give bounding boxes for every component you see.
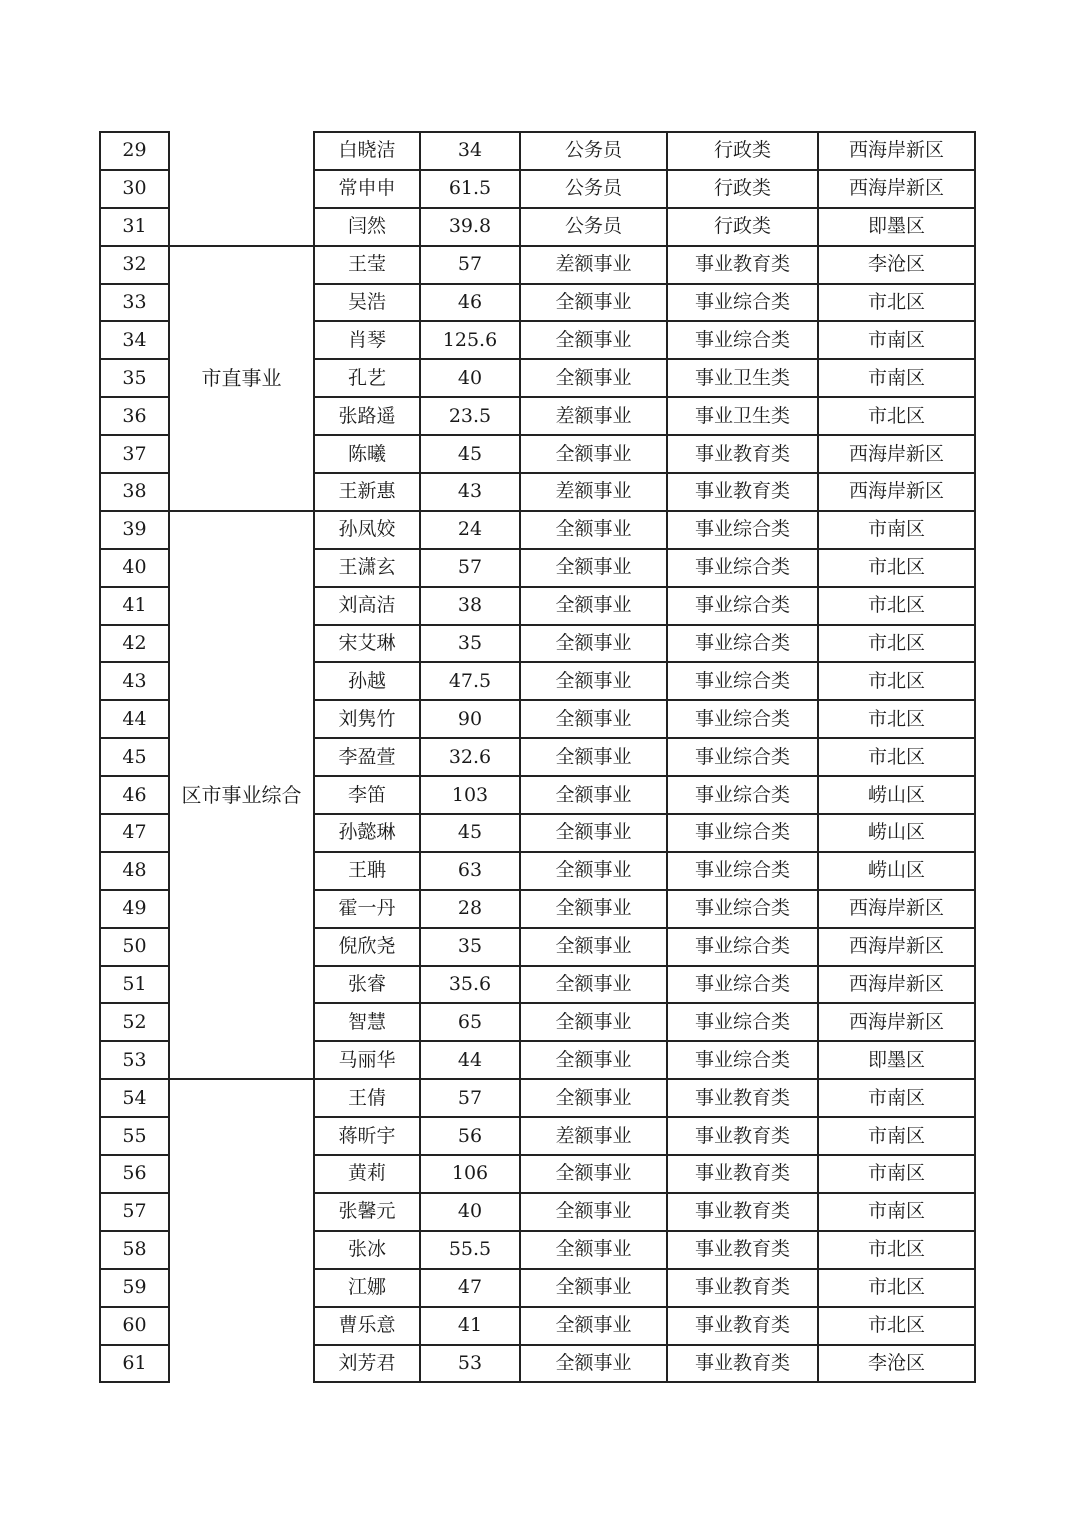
position-type-cell: 全额事业 — [520, 890, 667, 928]
district-cell: 西海岸新区 — [818, 966, 975, 1004]
category-cell: 事业卫生类 — [667, 359, 818, 397]
name-cell: 刘隽竹 — [314, 700, 420, 738]
category-cell: 行政类 — [667, 208, 818, 246]
district-cell: 市北区 — [818, 1307, 975, 1345]
category-cell: 事业综合类 — [667, 890, 818, 928]
score-cell: 41 — [420, 1307, 520, 1345]
table-row — [100, 1079, 975, 1117]
category-cell: 事业综合类 — [667, 852, 818, 890]
district-cell: 市北区 — [818, 1231, 975, 1269]
row-number-cell: 44 — [100, 700, 169, 738]
position-type-cell: 全额事业 — [520, 1155, 667, 1193]
row-number-cell: 51 — [100, 966, 169, 1004]
row-number-cell: 32 — [100, 246, 169, 284]
category-cell: 行政类 — [667, 132, 818, 170]
category-cell: 事业卫生类 — [667, 397, 818, 435]
name-cell: 霍一丹 — [314, 890, 420, 928]
score-cell: 34 — [420, 132, 520, 170]
name-cell: 张睿 — [314, 966, 420, 1004]
position-type-cell: 差额事业 — [520, 1117, 667, 1155]
score-cell: 47 — [420, 1269, 520, 1307]
category-cell: 事业教育类 — [667, 1155, 818, 1193]
score-cell: 38 — [420, 587, 520, 625]
position-type-cell: 全额事业 — [520, 662, 667, 700]
category-cell: 事业综合类 — [667, 284, 818, 322]
category-cell: 事业综合类 — [667, 814, 818, 852]
table-body — [100, 132, 975, 1382]
name-cell: 王潇玄 — [314, 549, 420, 587]
position-type-cell: 差额事业 — [520, 473, 667, 511]
row-number-cell: 31 — [100, 208, 169, 246]
district-cell: 崂山区 — [818, 776, 975, 814]
score-cell: 44 — [420, 1041, 520, 1079]
score-cell: 35 — [420, 625, 520, 663]
name-cell: 陈曦 — [314, 435, 420, 473]
district-cell: 市北区 — [818, 284, 975, 322]
position-type-cell: 全额事业 — [520, 359, 667, 397]
row-number-cell: 34 — [100, 321, 169, 359]
district-cell: 市南区 — [818, 511, 975, 549]
district-cell: 市南区 — [818, 1155, 975, 1193]
position-type-cell: 全额事业 — [520, 284, 667, 322]
score-cell: 45 — [420, 435, 520, 473]
district-cell: 市南区 — [818, 1079, 975, 1117]
score-cell: 46 — [420, 284, 520, 322]
category-cell: 事业教育类 — [667, 1193, 818, 1231]
table-row — [100, 132, 975, 170]
row-number-cell: 40 — [100, 549, 169, 587]
name-cell: 江娜 — [314, 1269, 420, 1307]
group-label-cell: 市直事业 — [169, 246, 314, 511]
district-cell: 西海岸新区 — [818, 890, 975, 928]
score-cell: 106 — [420, 1155, 520, 1193]
row-number-cell: 57 — [100, 1193, 169, 1231]
category-cell: 事业教育类 — [667, 246, 818, 284]
name-cell: 王新惠 — [314, 473, 420, 511]
district-cell: 市北区 — [818, 662, 975, 700]
score-cell: 32.6 — [420, 738, 520, 776]
district-cell: 崂山区 — [818, 852, 975, 890]
position-type-cell: 全额事业 — [520, 814, 667, 852]
name-cell: 黄莉 — [314, 1155, 420, 1193]
score-cell: 35.6 — [420, 966, 520, 1004]
category-cell: 事业教育类 — [667, 1345, 818, 1383]
name-cell: 马丽华 — [314, 1041, 420, 1079]
score-cell: 90 — [420, 700, 520, 738]
category-cell: 事业综合类 — [667, 928, 818, 966]
position-type-cell: 全额事业 — [520, 511, 667, 549]
district-cell: 李沧区 — [818, 246, 975, 284]
district-cell: 市北区 — [818, 1269, 975, 1307]
name-cell: 曹乐意 — [314, 1307, 420, 1345]
name-cell: 王莹 — [314, 246, 420, 284]
row-number-cell: 45 — [100, 738, 169, 776]
name-cell: 吴浩 — [314, 284, 420, 322]
name-cell: 李盈萱 — [314, 738, 420, 776]
row-number-cell: 38 — [100, 473, 169, 511]
score-cell: 125.6 — [420, 321, 520, 359]
score-cell: 57 — [420, 1079, 520, 1117]
row-number-cell: 43 — [100, 662, 169, 700]
district-cell: 即墨区 — [818, 1041, 975, 1079]
position-type-cell: 公务员 — [520, 208, 667, 246]
score-cell: 56 — [420, 1117, 520, 1155]
score-cell: 53 — [420, 1345, 520, 1383]
category-cell: 行政类 — [667, 170, 818, 208]
row-number-cell: 33 — [100, 284, 169, 322]
row-number-cell: 53 — [100, 1041, 169, 1079]
score-cell: 61.5 — [420, 170, 520, 208]
category-cell: 事业教育类 — [667, 1307, 818, 1345]
district-cell: 市南区 — [818, 1117, 975, 1155]
district-cell: 市南区 — [818, 1193, 975, 1231]
row-number-cell: 50 — [100, 928, 169, 966]
name-cell: 刘芳君 — [314, 1345, 420, 1383]
position-type-cell: 全额事业 — [520, 1041, 667, 1079]
row-number-cell: 42 — [100, 625, 169, 663]
row-number-cell: 41 — [100, 587, 169, 625]
score-cell: 55.5 — [420, 1231, 520, 1269]
score-cell: 35 — [420, 928, 520, 966]
name-cell: 蒋昕宇 — [314, 1117, 420, 1155]
name-cell: 孙越 — [314, 662, 420, 700]
name-cell: 王倩 — [314, 1079, 420, 1117]
row-number-cell: 56 — [100, 1155, 169, 1193]
position-type-cell: 全额事业 — [520, 738, 667, 776]
position-type-cell: 全额事业 — [520, 1003, 667, 1041]
district-cell: 市南区 — [818, 321, 975, 359]
group-label-cell: 区市事业综合 — [169, 511, 314, 1079]
position-type-cell: 全额事业 — [520, 435, 667, 473]
name-cell: 孔艺 — [314, 359, 420, 397]
category-cell: 事业教育类 — [667, 435, 818, 473]
position-type-cell: 全额事业 — [520, 852, 667, 890]
results-table — [99, 131, 976, 1383]
score-cell: 40 — [420, 1193, 520, 1231]
row-number-cell: 60 — [100, 1307, 169, 1345]
name-cell: 孙凤姣 — [314, 511, 420, 549]
position-type-cell: 差额事业 — [520, 246, 667, 284]
position-type-cell: 全额事业 — [520, 966, 667, 1004]
row-number-cell: 37 — [100, 435, 169, 473]
category-cell: 事业教育类 — [667, 473, 818, 511]
name-cell: 刘高洁 — [314, 587, 420, 625]
name-cell: 张冰 — [314, 1231, 420, 1269]
district-cell: 西海岸新区 — [818, 170, 975, 208]
category-cell: 事业综合类 — [667, 321, 818, 359]
name-cell: 肖琴 — [314, 321, 420, 359]
row-number-cell: 52 — [100, 1003, 169, 1041]
district-cell: 市北区 — [818, 625, 975, 663]
score-cell: 103 — [420, 776, 520, 814]
name-cell: 王聃 — [314, 852, 420, 890]
name-cell: 宋艾琳 — [314, 625, 420, 663]
district-cell: 西海岸新区 — [818, 435, 975, 473]
district-cell: 市北区 — [818, 587, 975, 625]
score-cell: 65 — [420, 1003, 520, 1041]
name-cell: 常申申 — [314, 170, 420, 208]
category-cell: 事业综合类 — [667, 587, 818, 625]
position-type-cell: 全额事业 — [520, 1269, 667, 1307]
category-cell: 事业综合类 — [667, 625, 818, 663]
position-type-cell: 全额事业 — [520, 928, 667, 966]
category-cell: 事业教育类 — [667, 1079, 818, 1117]
district-cell: 市北区 — [818, 700, 975, 738]
category-cell: 事业综合类 — [667, 966, 818, 1004]
position-type-cell: 全额事业 — [520, 776, 667, 814]
position-type-cell: 全额事业 — [520, 1079, 667, 1117]
position-type-cell: 差额事业 — [520, 397, 667, 435]
score-cell: 23.5 — [420, 397, 520, 435]
score-cell: 47.5 — [420, 662, 520, 700]
position-type-cell: 全额事业 — [520, 1307, 667, 1345]
district-cell: 市南区 — [818, 359, 975, 397]
row-number-cell: 36 — [100, 397, 169, 435]
name-cell: 智慧 — [314, 1003, 420, 1041]
position-type-cell: 全额事业 — [520, 1231, 667, 1269]
score-cell: 24 — [420, 511, 520, 549]
row-number-cell: 48 — [100, 852, 169, 890]
position-type-cell: 全额事业 — [520, 587, 667, 625]
name-cell: 白晓洁 — [314, 132, 420, 170]
row-number-cell: 39 — [100, 511, 169, 549]
row-number-cell: 47 — [100, 814, 169, 852]
district-cell: 市北区 — [818, 397, 975, 435]
category-cell: 事业综合类 — [667, 776, 818, 814]
category-cell: 事业综合类 — [667, 1003, 818, 1041]
district-cell: 西海岸新区 — [818, 928, 975, 966]
position-type-cell: 全额事业 — [520, 625, 667, 663]
position-type-cell: 公务员 — [520, 170, 667, 208]
table-row — [100, 511, 975, 549]
row-number-cell: 58 — [100, 1231, 169, 1269]
score-cell: 39.8 — [420, 208, 520, 246]
row-number-cell: 35 — [100, 359, 169, 397]
district-cell: 崂山区 — [818, 814, 975, 852]
score-cell: 43 — [420, 473, 520, 511]
category-cell: 事业综合类 — [667, 662, 818, 700]
group-label-cell — [169, 1079, 314, 1382]
score-cell: 45 — [420, 814, 520, 852]
row-number-cell: 55 — [100, 1117, 169, 1155]
category-cell: 事业教育类 — [667, 1269, 818, 1307]
name-cell: 张路遥 — [314, 397, 420, 435]
row-number-cell: 54 — [100, 1079, 169, 1117]
category-cell: 事业综合类 — [667, 738, 818, 776]
position-type-cell: 全额事业 — [520, 700, 667, 738]
position-type-cell: 全额事业 — [520, 1193, 667, 1231]
score-cell: 28 — [420, 890, 520, 928]
row-number-cell: 46 — [100, 776, 169, 814]
score-cell: 57 — [420, 246, 520, 284]
table-row — [100, 246, 975, 284]
category-cell: 事业教育类 — [667, 1231, 818, 1269]
position-type-cell: 全额事业 — [520, 549, 667, 587]
name-cell: 孙懿琳 — [314, 814, 420, 852]
district-cell: 西海岸新区 — [818, 132, 975, 170]
category-cell: 事业综合类 — [667, 549, 818, 587]
district-cell: 即墨区 — [818, 208, 975, 246]
score-cell: 57 — [420, 549, 520, 587]
row-number-cell: 30 — [100, 170, 169, 208]
group-label-cell — [169, 132, 314, 246]
position-type-cell: 全额事业 — [520, 1345, 667, 1383]
row-number-cell: 59 — [100, 1269, 169, 1307]
position-type-cell: 公务员 — [520, 132, 667, 170]
district-cell: 西海岸新区 — [818, 1003, 975, 1041]
name-cell: 张馨元 — [314, 1193, 420, 1231]
category-cell: 事业综合类 — [667, 700, 818, 738]
district-cell: 市北区 — [818, 549, 975, 587]
score-cell: 63 — [420, 852, 520, 890]
row-number-cell: 49 — [100, 890, 169, 928]
row-number-cell: 61 — [100, 1345, 169, 1383]
category-cell: 事业教育类 — [667, 1117, 818, 1155]
name-cell: 闫然 — [314, 208, 420, 246]
district-cell: 西海岸新区 — [818, 473, 975, 511]
row-number-cell: 29 — [100, 132, 169, 170]
name-cell: 倪欣尧 — [314, 928, 420, 966]
category-cell: 事业综合类 — [667, 1041, 818, 1079]
name-cell: 李笛 — [314, 776, 420, 814]
district-cell: 李沧区 — [818, 1345, 975, 1383]
district-cell: 市北区 — [818, 738, 975, 776]
category-cell: 事业综合类 — [667, 511, 818, 549]
score-cell: 40 — [420, 359, 520, 397]
position-type-cell: 全额事业 — [520, 321, 667, 359]
